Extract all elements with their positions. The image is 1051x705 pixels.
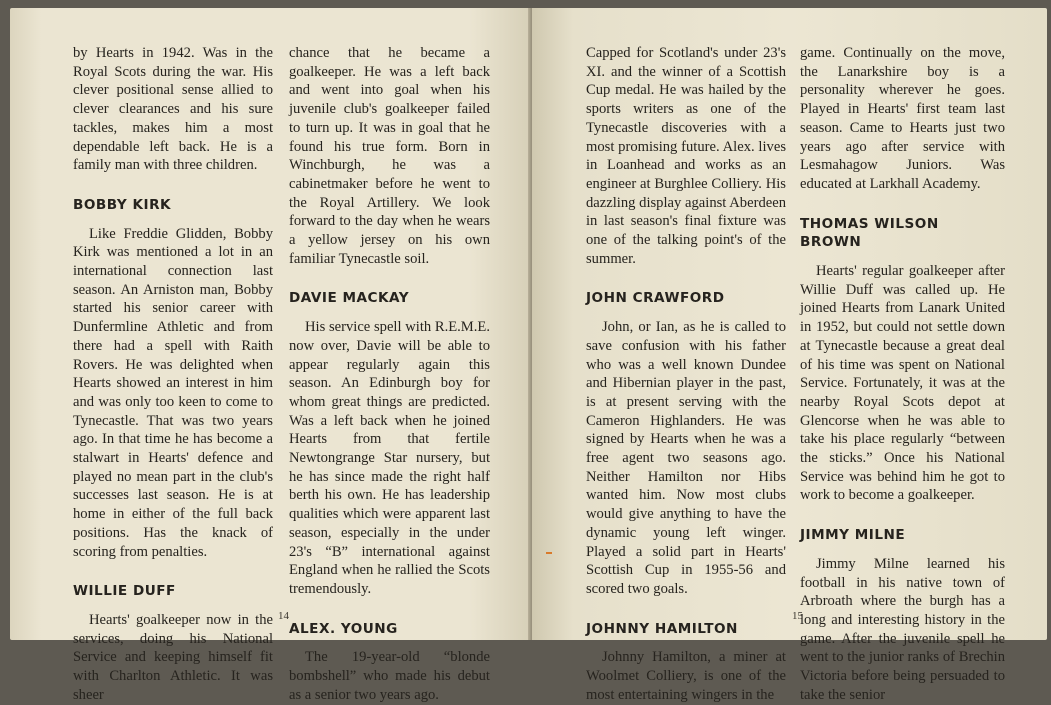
bio-paragraph: Hearts' goalkeeper now in the services, doing his National Service and keeping himself fit with Charlton Athletic. It was sheer (73, 611, 273, 703)
bio-paragraph: by Hearts in 1942. Was in the Royal Scots during the war. His clever positional sense allied to clever clearances and his sure tackles, makes him a most dependable left back. He is a family man with three children. (73, 45, 273, 174)
right-page (532, 8, 1047, 703)
left-page-number: 14 (278, 610, 289, 622)
left-page (10, 8, 532, 703)
bio-paragraph: His service spell with R.E.M.E. now over, Davie will be able to appear regularly again this season. An Edinburgh boy for whom great things are predicted. Was a left back when he joined Hearts from that fertile Newtongrange Star nursery, but he has since made the right half berth his own. He has leadership qualities which were apparent last season, especially in the under 23's “B” international against England when he rallied the Scots tremendously. (289, 319, 490, 597)
right-page-number: 15 (792, 610, 803, 622)
player-name-heading: WILLIE DUFF (73, 583, 176, 600)
bio-paragraph: Johnny Hamilton, a miner at Woolmet Colliery, is one of the most entertaining wingers in the (586, 649, 786, 703)
bio-paragraph: Jimmy Milne learned his football in his native town of Arbroath where the burgh has a long and interesting history in the game. After the juvenile spell he went to the junior ranks of Brechin Victoria before being persuaded to take the senior (800, 555, 1005, 703)
player-name-heading: ALEX. YOUNG (289, 620, 398, 637)
player-name-heading: JOHN CRAWFORD (586, 290, 725, 307)
bio-paragraph: The 19-year-old “blonde bombshell” who made his debut as a senior two years ago. (289, 649, 490, 703)
player-name-heading: BOBBY KIRK (73, 196, 172, 213)
bio-paragraph: Capped for Scotland's under 23's XI. and the winner of a Scottish Cup medal. He was hailed by the sports writers as one of the Tynecastle discoveries with a most promising future. Alex. lives in Loanhead and works as an engineer at Burghlee Colliery. His dazzling display against Aberdeen in last season's final fixture was one of the talking point's of the summer. (586, 45, 786, 267)
bio-paragraph: game. Continually on the move, the Lanarkshire boy is a personality wherever he goes. Played in Hearts' first team last season. Came to Hearts just two years ago after service with Lesmahagow Juniors. Was educated at Larkhall Academy. (800, 45, 1005, 192)
right-page-column-2 (800, 44, 1005, 705)
bio-paragraph: Like Freddie Glidden, Bobby Kirk was mentioned a lot in an international connection last season. An Arniston man, Bobby started his senior career with Dunfermline Athletic and from there had a spell with Raith Rovers. He was delighted when Hearts showed an interest in him and was only too keen to come to Tynecastle. That was two years ago. In that time he has become a stalwart in Hearts' defence and played no mean part in the club's successes last season. He is at home in either of the full back positions. Has the knack of scoring from penalties. (73, 225, 273, 560)
player-name-heading: JOHNNY HAMILTON (586, 620, 738, 637)
bio-paragraph: chance that he became a goalkeeper. He was a left back and went into goal when his juvenile club's goalkeeper failed to turn up. It was in goal that he found his true form. Born in Winchburgh, he was a cabinetmaker before he went to the Royal Artillery. We look forward to the day when he wears a yellow jersey on his own familiar Tynecastle soil. (289, 45, 490, 267)
bio-paragraph: Hearts' regular goalkeeper after Willie Duff was called up. He joined Hearts from Lanark United in 1952, but could not settle down at Tynecastle because a great deal of his time was spent on National Service. Fortunately, it was at the nearby Royal Scots depot at Glencorse when he was able to take his place regularly “between the sticks.” Once his National Service was behind him he got to work to become a goalkeeper. (800, 263, 1005, 504)
player-name-heading: DAVIE MACKAY (289, 290, 410, 307)
bio-paragraph: John, or Ian, as he is called to save confusion with his father who was a well known Dundee and Hibernian player in the past, is at present serving with the Cameron Highlanders. He was signed by Hearts when he was a free agent two seasons ago. Neither Hamilton nor Hibs wanted him. Now most clubs would give anything to have the dynamic young left winger. Played a solid part in Hearts' Scottish Cup in 1955-56 and scored two goals. (586, 319, 786, 597)
left-page-column-1 (73, 44, 273, 705)
right-page-column-1 (586, 44, 786, 705)
orange-margin-mark (546, 552, 552, 554)
left-page-column-2 (289, 44, 490, 705)
player-name-heading: JIMMY MILNE (800, 527, 906, 544)
player-name-heading: THOMAS WILSON BROWN (800, 215, 939, 251)
